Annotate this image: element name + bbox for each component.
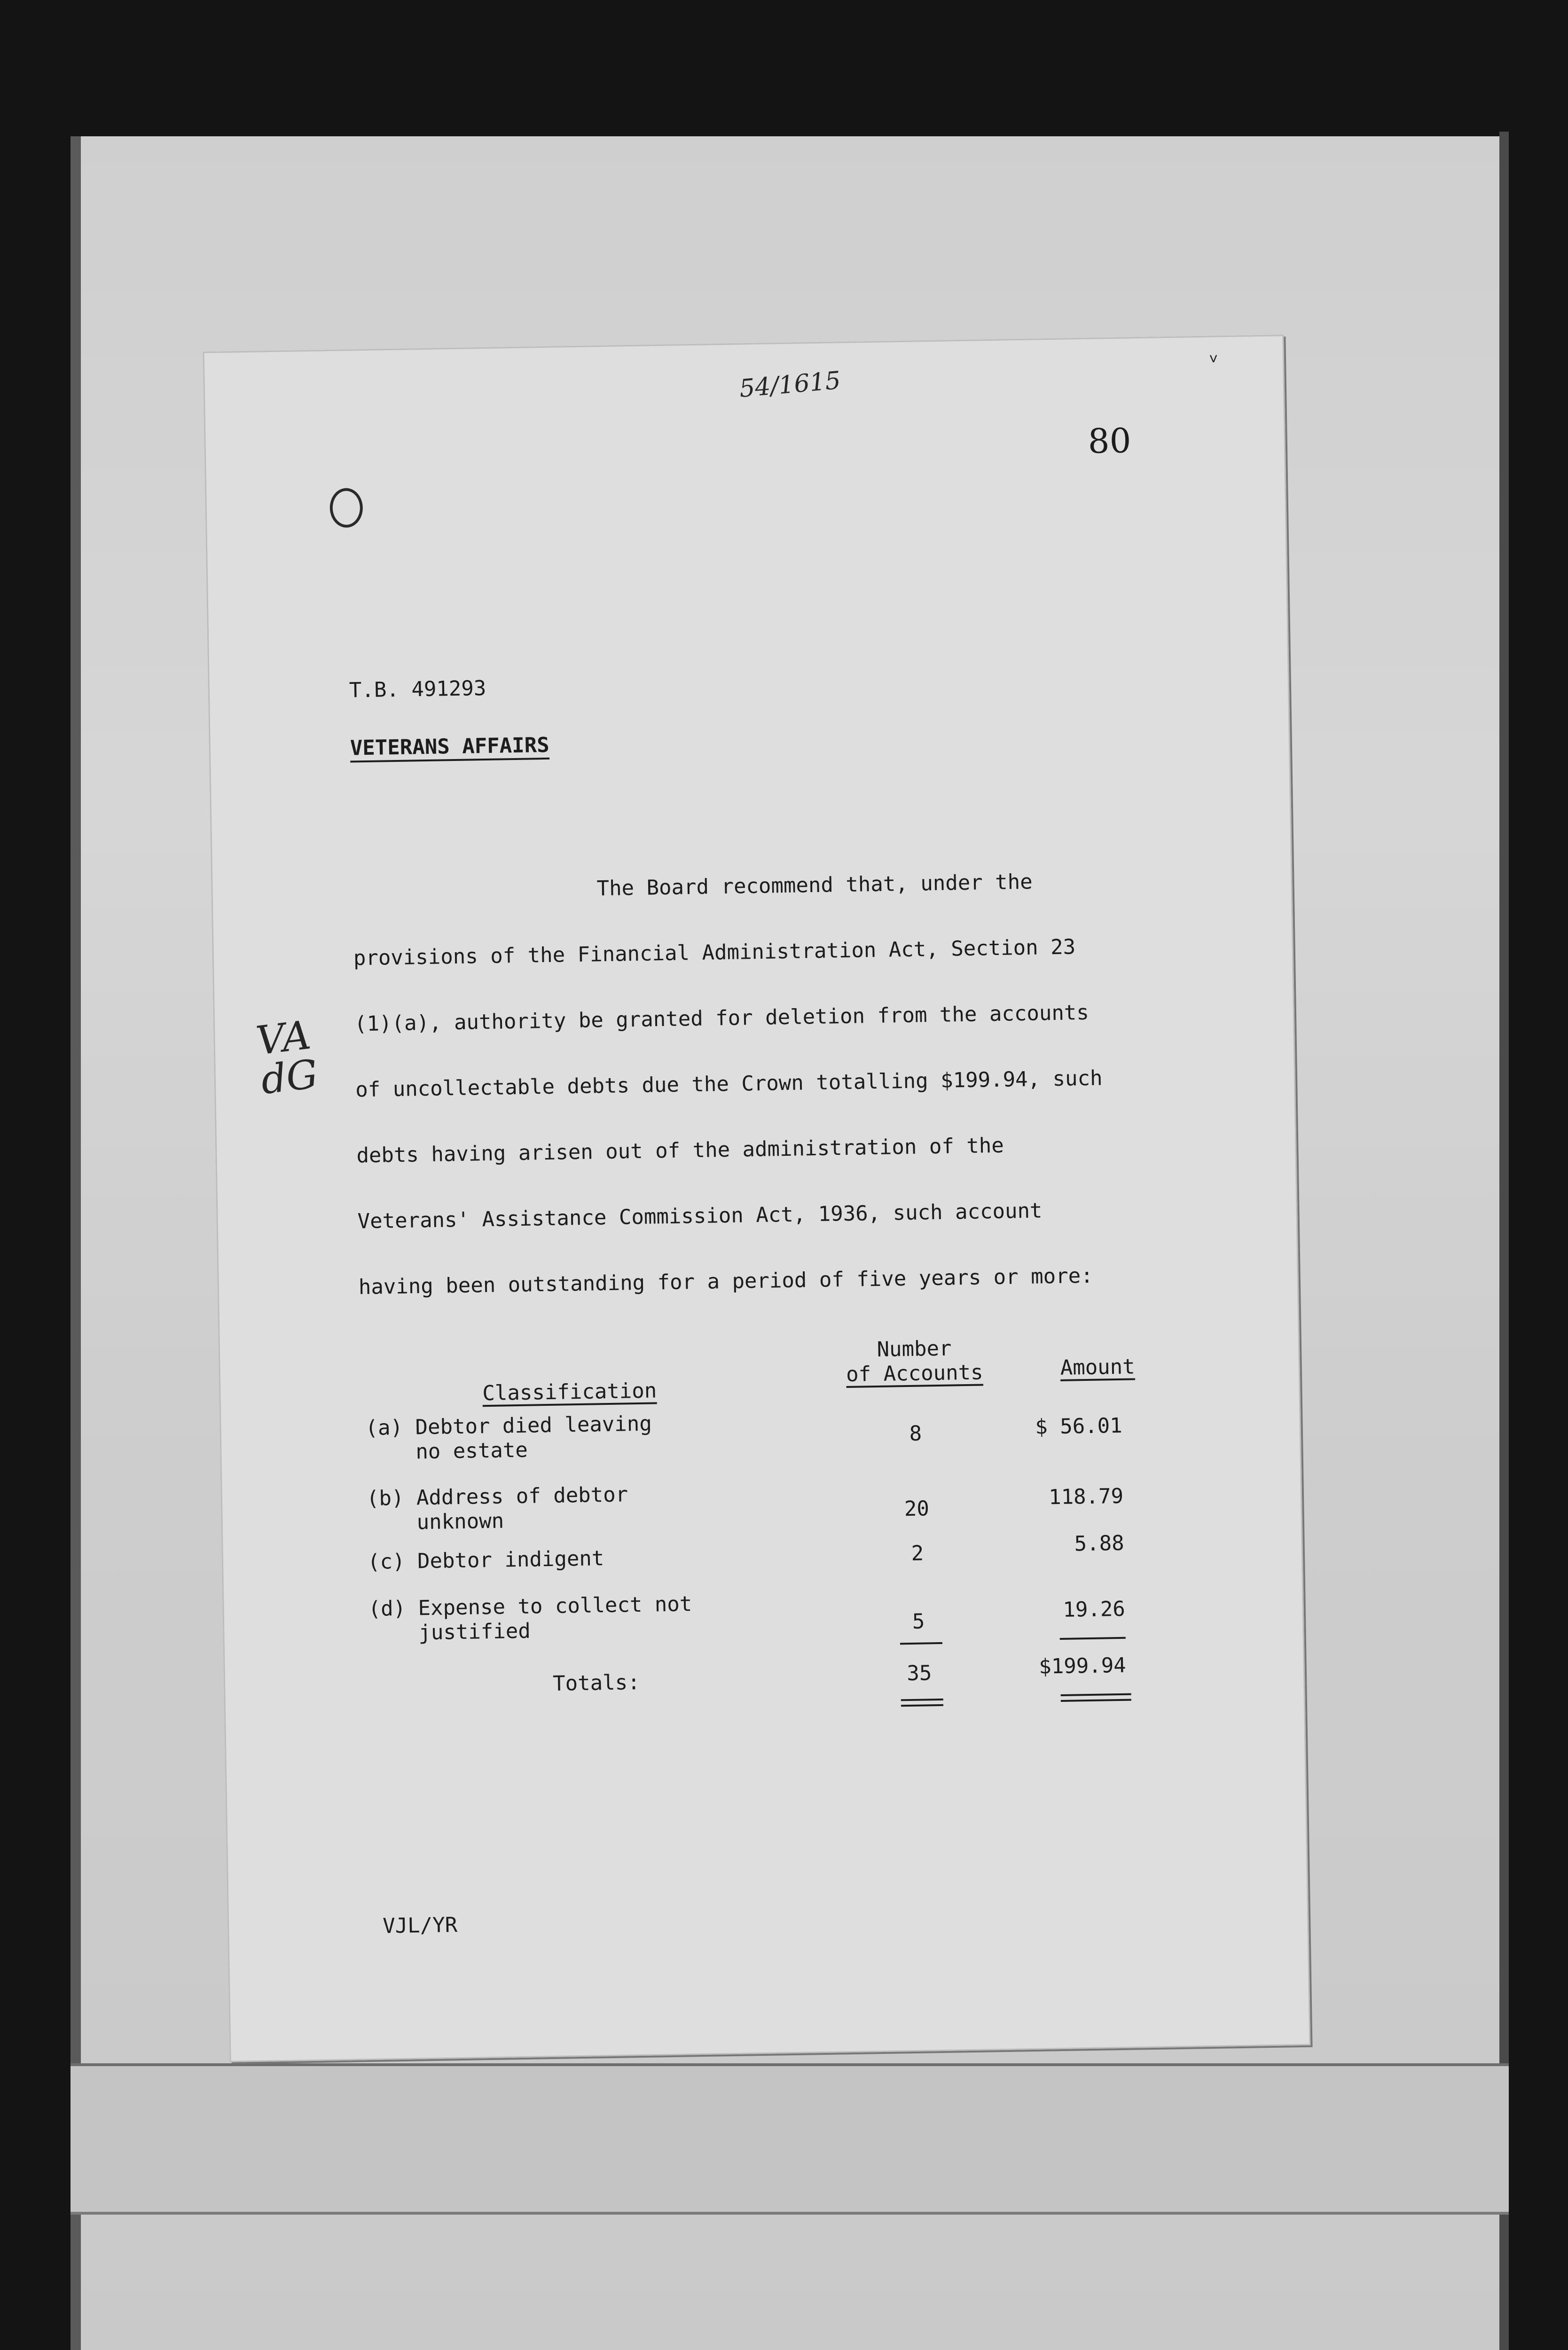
column-header-amount: Amount <box>1060 1355 1136 1380</box>
body-line: of uncollectable debts due the Crown totalling $199.94, such <box>355 1066 1103 1102</box>
body-line: debts having arisen out of the administration of the <box>356 1133 1004 1168</box>
table-row-label: (c) Debtor indigent <box>367 1546 604 1574</box>
body-line: The Board recommend that, under the <box>596 870 1033 901</box>
document-page <box>203 335 1311 2062</box>
margin-initials <box>253 1011 321 1104</box>
total-double-rule-count <box>901 1704 943 1707</box>
tb-number: T.B. 491293 <box>349 676 486 703</box>
table-row-count: 2 <box>911 1541 924 1566</box>
mount-left-edge <box>71 136 81 2350</box>
table-row-amount: 5.88 <box>1074 1531 1125 1556</box>
table-row-label: (b) Address of debtor unknown <box>366 1482 628 1535</box>
handwritten-reference: 54/1615 <box>738 366 842 403</box>
table-row-count: 5 <box>912 1609 925 1634</box>
body-line: having been outstanding for a period of five years or more: <box>358 1263 1094 1300</box>
typist-initials: VJL/YR <box>382 1913 458 1938</box>
body-line: (1)(a), authority be granted for deletion from the accounts <box>354 1000 1090 1036</box>
corner-tick-mark: ˅ <box>1208 350 1218 368</box>
totals-count: 35 <box>907 1661 932 1686</box>
table-row-label: (a) Debtor died leaving no estate <box>365 1411 652 1465</box>
table-row-count: 8 <box>909 1421 922 1446</box>
column-header-number-of-accounts <box>839 1336 990 1387</box>
table-row-amount: 19.26 <box>1062 1597 1126 1622</box>
totals-amount: $199.94 <box>1038 1653 1127 1679</box>
column-header-number-line1: Number <box>877 1336 952 1362</box>
mount-right-edge <box>1499 132 1509 2350</box>
totals-label: Totals: <box>552 1670 640 1696</box>
subtotal-rule-count <box>900 1642 942 1645</box>
total-double-rule-amount <box>1061 1693 1131 1696</box>
punch-hole-mark <box>329 488 363 528</box>
column-header-number-line2: of Accounts <box>846 1360 983 1387</box>
table-row-count: 20 <box>904 1496 930 1521</box>
page-number: 80 <box>1088 421 1132 461</box>
body-line: Veterans' Assistance Commission Act, 1936, such account <box>357 1198 1043 1234</box>
body-line: provisions of the Financial Administration Act, Section 23 <box>353 935 1076 971</box>
table-row-label: (d) Expense to collect not justified <box>368 1592 692 1646</box>
total-double-rule-amount <box>1061 1699 1131 1702</box>
margin-initials-line2: dG <box>258 1050 321 1104</box>
total-double-rule-count <box>901 1699 943 1701</box>
table-row-amount: $ 56.01 <box>1035 1413 1123 1439</box>
department-heading: VETERANS AFFAIRS <box>350 733 550 760</box>
subtotal-rule-amount <box>1060 1637 1126 1640</box>
margin-initials-line1: VA <box>253 1011 314 1064</box>
table-row-amount: 118.79 <box>1048 1484 1124 1510</box>
column-header-classification: Classification <box>482 1379 657 1406</box>
lower-mount-band <box>71 2063 1509 2215</box>
